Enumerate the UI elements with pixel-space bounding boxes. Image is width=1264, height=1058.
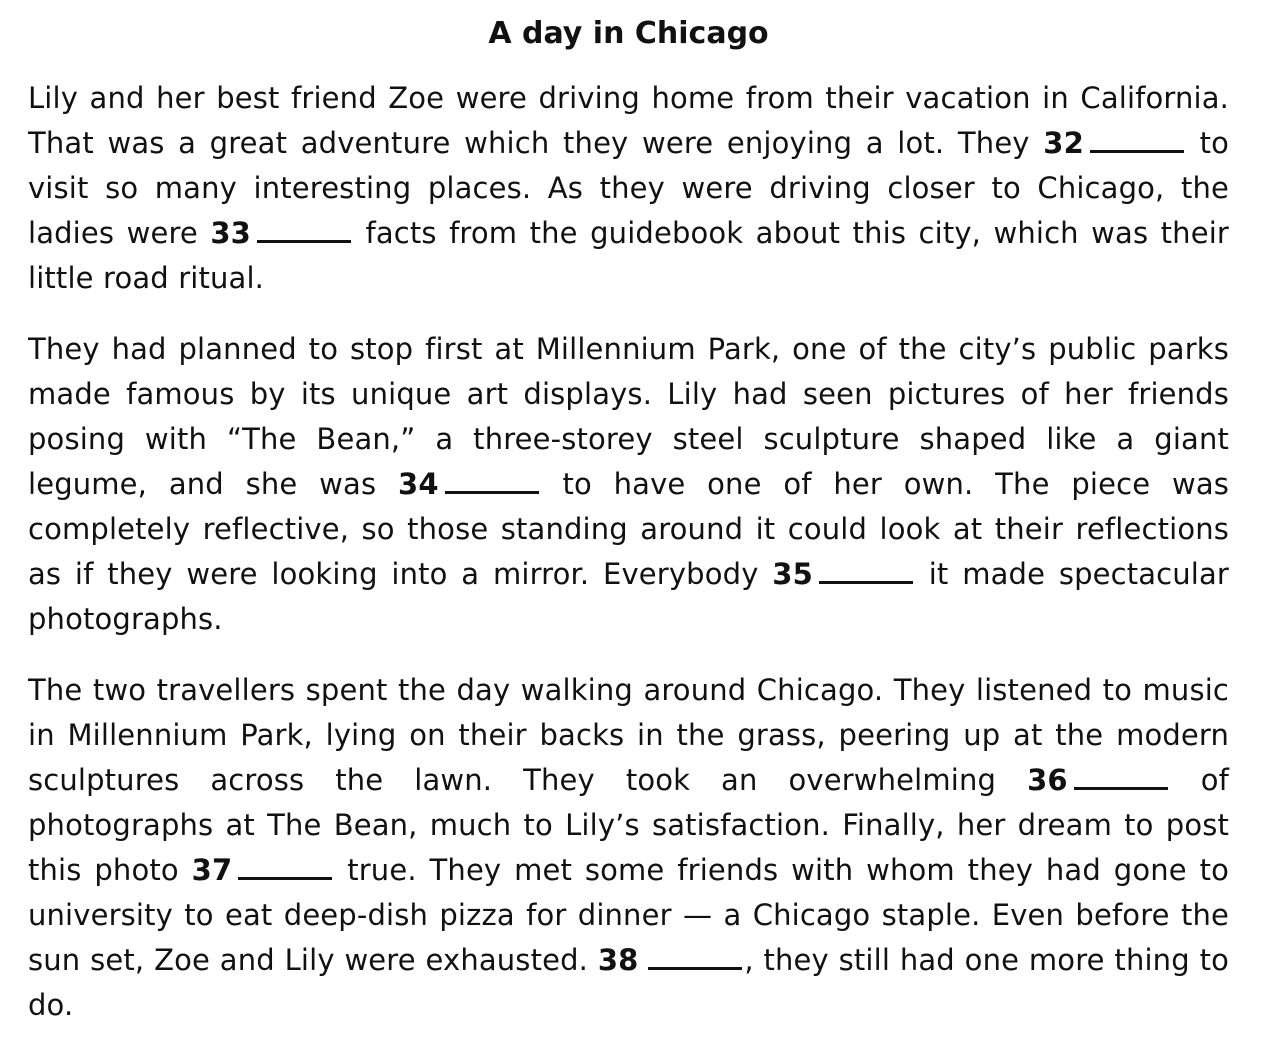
document-title: A day in Chicago xyxy=(488,16,769,51)
paragraph-3-text-2: of photographs at The Bean, much to Lily’s satisfaction. Finally, her dream to post this photo xyxy=(28,763,1229,887)
gap-blank-33 xyxy=(257,214,351,243)
gap-number-37: 37 xyxy=(191,853,233,887)
paragraph-3 xyxy=(28,668,1229,1028)
gap-number-35: 35 xyxy=(772,557,813,591)
paragraph-2-text-1: They had planned to stop first at Millennium Park, one of the city’s public parks made famous by its unique art displays. Lily had seen pictures of her friends posing with “The Bean,” a three-storey steel sculpture shaped like a giant legume, and she was xyxy=(28,332,1229,501)
paragraph-1-text-1: Lily and her best friend Zoe were driving home from their vacation in California. That was a great adventure which they were enjoying a lot. They xyxy=(28,81,1229,160)
paragraph-1 xyxy=(28,76,1229,301)
gap-blank-38 xyxy=(648,941,742,970)
paragraph-2 xyxy=(28,327,1229,642)
gap-number-34: 34 xyxy=(398,467,439,501)
gap-blank-32 xyxy=(1090,124,1184,153)
gap-blank-34 xyxy=(445,465,539,494)
gap-number-33: 33 xyxy=(210,216,252,250)
gap-number-38: 38 xyxy=(597,943,639,977)
paragraph-3-text-1: The two travellers spent the day walking around Chicago. They listened to music in Millennium Park, lying on their backs in the grass, peering up at the modern sculptures across the lawn. They took an overwhelming xyxy=(28,673,1229,797)
paragraph-1-text-3: facts from the guidebook about this city, which was their little road ritual. xyxy=(28,216,1229,295)
paragraph-2-text-3: it made spectacular photographs. xyxy=(28,557,1229,636)
paragraph-3-text-3: true. They met some friends with whom they had gone to university to eat deep-dish pizza for dinner — a Chicago staple. Even before the sun set, Zoe and Lily were exhausted. xyxy=(28,853,1230,977)
gap-blank-36 xyxy=(1074,761,1168,790)
paragraph-3-text-4: , they still had one more thing to do. xyxy=(28,943,1229,1022)
paragraph-2-text-2: to have one of her own. The piece was completely reflective, so those standing around it could look at their reflections as if they were looking into a mirror. Everybody xyxy=(28,467,1230,591)
paragraph-1-text-2: to visit so many interesting places. As they were driving closer to Chicago, the ladies were xyxy=(28,126,1229,250)
gap-number-36: 36 xyxy=(1027,763,1068,797)
gap-number-32: 32 xyxy=(1043,126,1084,160)
gap-blank-37 xyxy=(238,851,332,880)
gap-blank-35 xyxy=(819,555,913,584)
